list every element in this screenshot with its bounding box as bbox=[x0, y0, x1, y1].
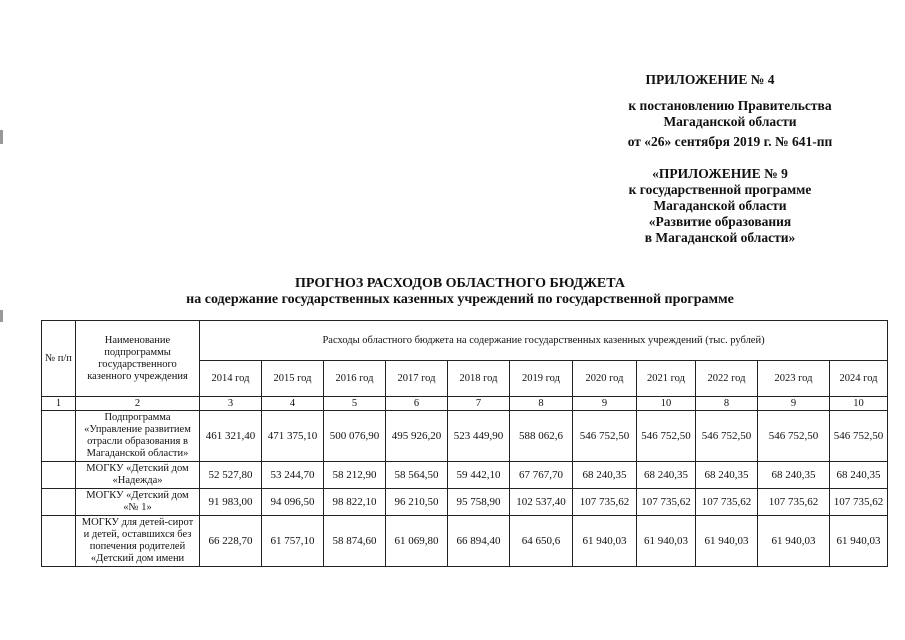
row-number bbox=[42, 516, 76, 567]
report-title: ПРОГНОЗ РАСХОДОВ ОБЛАСТНОГО БЮДЖЕТА bbox=[294, 276, 626, 291]
appendix-reference-line: Магаданской области bbox=[663, 114, 797, 129]
row-name: Подпрограмма «Управление развитием отрасли образования в Магаданской области» bbox=[76, 411, 200, 462]
index-cell: 9 bbox=[758, 397, 830, 411]
value-cell: 68 240,35 bbox=[573, 462, 637, 489]
value-cell: 546 752,50 bbox=[830, 411, 888, 462]
appendix-9-block bbox=[585, 166, 855, 246]
year-header: 2022 год bbox=[696, 361, 758, 397]
value-cell: 61 940,03 bbox=[758, 516, 830, 567]
value-cell: 66 894,40 bbox=[448, 516, 510, 567]
appendix-9-line: в Магаданской области» bbox=[644, 230, 796, 245]
table-row bbox=[42, 516, 888, 567]
value-cell: 98 822,10 bbox=[324, 489, 386, 516]
year-header: 2017 год bbox=[386, 361, 448, 397]
value-cell: 107 735,62 bbox=[637, 489, 696, 516]
appendix-reference-line: к постановлению Правительства bbox=[628, 98, 832, 113]
year-header: 2024 год bbox=[830, 361, 888, 397]
value-cell: 461 321,40 bbox=[200, 411, 262, 462]
year-header: 2020 год bbox=[573, 361, 637, 397]
index-cell: 8 bbox=[696, 397, 758, 411]
index-cell: 6 bbox=[386, 397, 448, 411]
table-row bbox=[42, 462, 888, 489]
value-cell: 58 874,60 bbox=[324, 516, 386, 567]
appendix-title: ПРИЛОЖЕНИЕ № 4 bbox=[645, 72, 775, 87]
col-group-header: Расходы областного бюджета на содержание государственных казенных учреждений (тыс. рублей) bbox=[200, 321, 888, 361]
value-cell: 61 757,10 bbox=[262, 516, 324, 567]
value-cell: 546 752,50 bbox=[573, 411, 637, 462]
value-cell: 66 228,70 bbox=[200, 516, 262, 567]
appendix-9-line: «ПРИЛОЖЕНИЕ № 9 bbox=[652, 166, 788, 181]
report-title-block bbox=[60, 276, 860, 308]
year-header: 2016 год bbox=[324, 361, 386, 397]
year-header: 2014 год bbox=[200, 361, 262, 397]
appendix-9-line: к государственной программе bbox=[628, 182, 812, 197]
value-cell: 61 940,03 bbox=[637, 516, 696, 567]
value-cell: 546 752,50 bbox=[758, 411, 830, 462]
value-cell: 588 062,6 bbox=[510, 411, 573, 462]
value-cell: 94 096,50 bbox=[262, 489, 324, 516]
value-cell: 59 442,10 bbox=[448, 462, 510, 489]
report-subtitle: на содержание государственных казенных учреждений по государственной программе bbox=[186, 292, 734, 307]
value-cell: 52 527,80 bbox=[200, 462, 262, 489]
value-cell: 61 069,80 bbox=[386, 516, 448, 567]
index-cell: 8 bbox=[510, 397, 573, 411]
row-number bbox=[42, 462, 76, 489]
col-number-header: № п/п bbox=[42, 321, 76, 397]
index-cell: 2 bbox=[76, 397, 200, 411]
year-header: 2018 год bbox=[448, 361, 510, 397]
value-cell: 107 735,62 bbox=[758, 489, 830, 516]
row-name: МОГКУ «Детский дом «Надежда» bbox=[76, 462, 200, 489]
row-name: МОГКУ для детей-сирот и детей, оставшихся без попечения родителей «Детский дом имени bbox=[76, 516, 200, 567]
index-cell: 10 bbox=[637, 397, 696, 411]
value-cell: 107 735,62 bbox=[830, 489, 888, 516]
value-cell: 64 650,6 bbox=[510, 516, 573, 567]
value-cell: 107 735,62 bbox=[696, 489, 758, 516]
index-cell: 5 bbox=[324, 397, 386, 411]
value-cell: 91 983,00 bbox=[200, 489, 262, 516]
value-cell: 68 240,35 bbox=[758, 462, 830, 489]
table-index-row bbox=[42, 397, 888, 411]
value-cell: 53 244,70 bbox=[262, 462, 324, 489]
value-cell: 546 752,50 bbox=[637, 411, 696, 462]
index-cell: 10 bbox=[830, 397, 888, 411]
table-row bbox=[42, 489, 888, 516]
value-cell: 495 926,20 bbox=[386, 411, 448, 462]
value-cell: 500 076,90 bbox=[324, 411, 386, 462]
table-row bbox=[42, 411, 888, 462]
value-cell: 96 210,50 bbox=[386, 489, 448, 516]
value-cell: 107 735,62 bbox=[573, 489, 637, 516]
value-cell: 68 240,35 bbox=[830, 462, 888, 489]
index-cell: 4 bbox=[262, 397, 324, 411]
value-cell: 61 940,03 bbox=[573, 516, 637, 567]
index-cell: 1 bbox=[42, 397, 76, 411]
value-cell: 68 240,35 bbox=[637, 462, 696, 489]
value-cell: 95 758,90 bbox=[448, 489, 510, 516]
scan-mark bbox=[0, 310, 3, 322]
year-header: 2023 год bbox=[758, 361, 830, 397]
appendix-reference bbox=[590, 98, 870, 130]
scan-mark bbox=[0, 130, 3, 144]
row-number bbox=[42, 489, 76, 516]
budget-table bbox=[41, 320, 888, 567]
value-cell: 61 940,03 bbox=[830, 516, 888, 567]
value-cell: 58 212,90 bbox=[324, 462, 386, 489]
value-cell: 471 375,10 bbox=[262, 411, 324, 462]
index-cell: 3 bbox=[200, 397, 262, 411]
index-cell: 9 bbox=[573, 397, 637, 411]
value-cell: 61 940,03 bbox=[696, 516, 758, 567]
value-cell: 102 537,40 bbox=[510, 489, 573, 516]
year-header: 2019 год bbox=[510, 361, 573, 397]
year-header: 2021 год bbox=[637, 361, 696, 397]
col-name-header: Наименование подпрограммы государственного казенного учреждения bbox=[76, 321, 200, 397]
appendix-9-line: Магаданской области bbox=[653, 198, 787, 213]
row-name: МОГКУ «Детский дом «№ 1» bbox=[76, 489, 200, 516]
year-header: 2015 год bbox=[262, 361, 324, 397]
value-cell: 68 240,35 bbox=[696, 462, 758, 489]
row-number bbox=[42, 411, 76, 462]
index-cell: 7 bbox=[448, 397, 510, 411]
appendix-date: от «26» сентября 2019 г. № 641-пп bbox=[627, 134, 833, 149]
value-cell: 523 449,90 bbox=[448, 411, 510, 462]
table-header-row bbox=[42, 321, 888, 361]
appendix-9-line: «Развитие образования bbox=[648, 214, 792, 229]
value-cell: 546 752,50 bbox=[696, 411, 758, 462]
value-cell: 67 767,70 bbox=[510, 462, 573, 489]
value-cell: 58 564,50 bbox=[386, 462, 448, 489]
